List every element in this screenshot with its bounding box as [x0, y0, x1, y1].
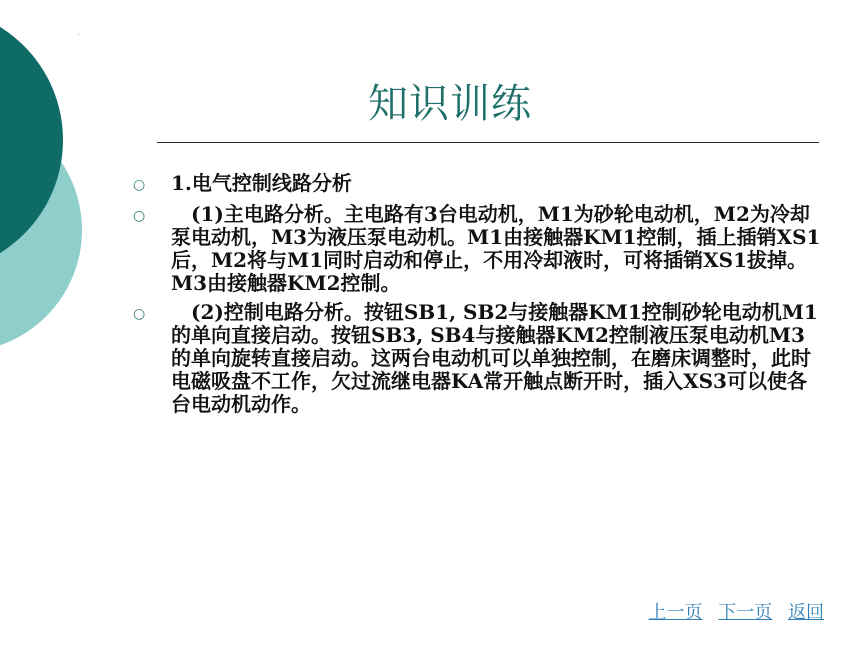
- back-link[interactable]: 返回: [788, 602, 824, 623]
- bullet-circle-icon: ○: [133, 177, 146, 193]
- slide-navigation: [639, 598, 824, 624]
- title-divider: [157, 142, 819, 143]
- list-item-text: 1.电气控制线路分析: [171, 171, 352, 195]
- list-item: [133, 172, 823, 197]
- list-item-text: (2)控制电路分析。按钮SB1, SB2与接触器KM1控制砂轮电动机M1的单向直接启动。按钮SB3, SB4与接触器KM2控制液压泵电动机M3的单向旋转直接启动。这两台电动机可以单独控制，在磨床调整时，此时电磁吸盘不工作，欠过流继电器KA常开触点断开时，插入XS3可以使各台电动机动作。: [171, 300, 818, 416]
- prev-page-link[interactable]: 上一页: [648, 602, 703, 623]
- corner-mark: .: [78, 30, 80, 37]
- page-title: 知识训练: [368, 81, 532, 127]
- list-item: [133, 301, 823, 416]
- decorative-circles: [0, 0, 120, 360]
- content-list: [133, 172, 823, 422]
- list-item: [133, 203, 823, 295]
- next-page-link[interactable]: 下一页: [718, 602, 773, 623]
- bullet-circle-icon: ○: [133, 306, 146, 322]
- list-item-text: (1)主电路分析。主电路有3台电动机，M1为砂轮电动机，M2为冷却泵电动机，M3为液压泵电动机。M1由接触器KM1控制，插上插销XS1后，M2将与M1同时启动和停止，不用冷却液时，可将插销XS1拔掉。M3由接触器KM2控制。: [171, 202, 821, 295]
- bullet-circle-icon: ○: [133, 208, 146, 224]
